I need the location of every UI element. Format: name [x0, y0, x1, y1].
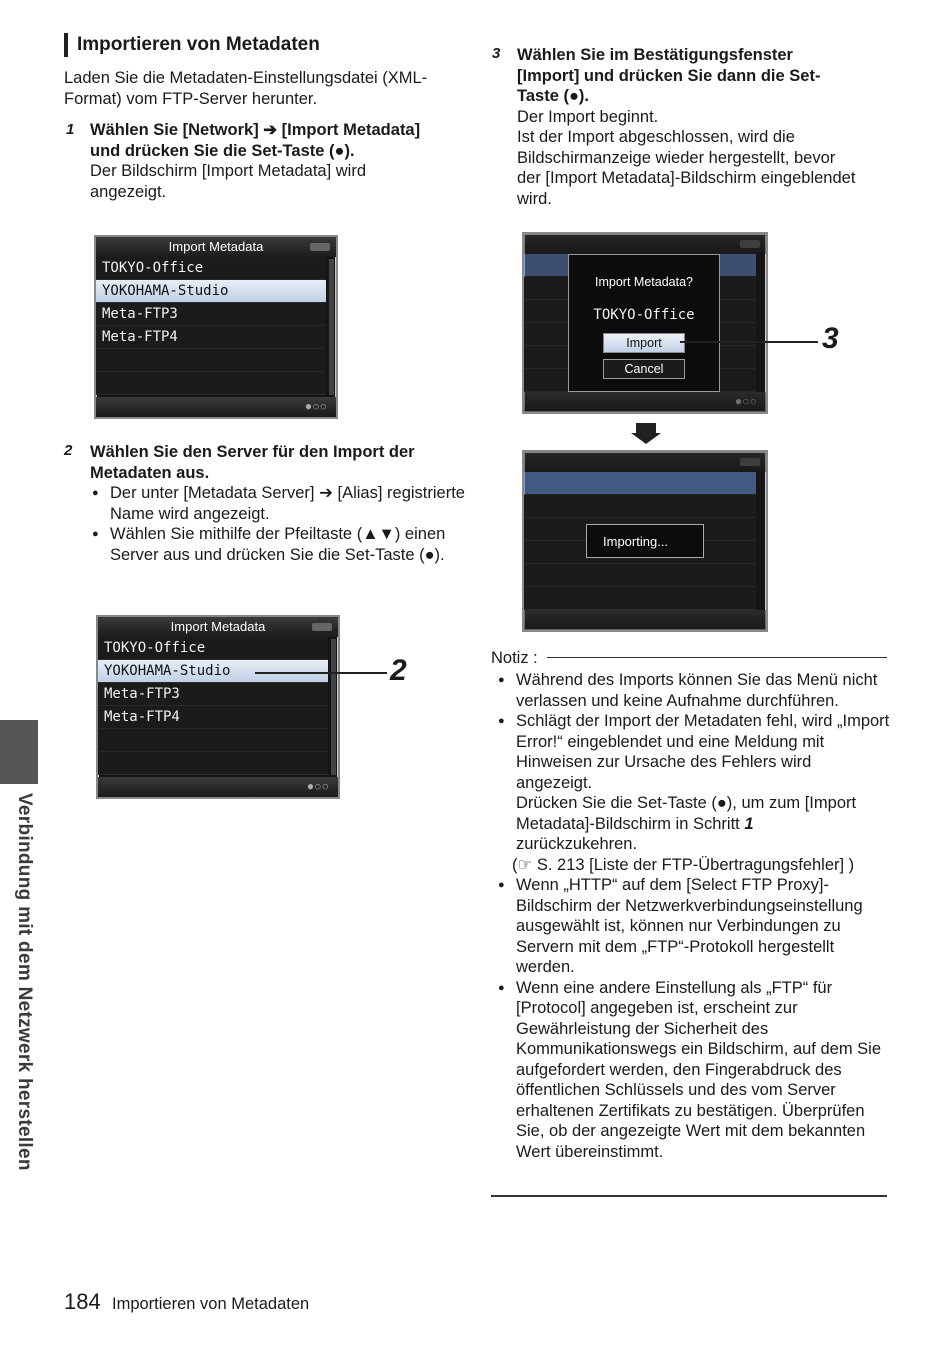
note-item-2-extra: [516, 793, 890, 834]
bullet-item: ● Der unter [Metadata Server] ➔ [Alias] registrierte Name wird angezeigt.: [90, 483, 470, 524]
importing-screen: [522, 450, 768, 632]
note-item-2-text: ● Schlägt der Import der Metadaten fehl, wird „Import Error!“ eingeblendet und eine Meldung mit Hinweisen zur Ursache des Fehlers wird angezeigt.: [516, 712, 890, 792]
step-3-desc-5: wird.: [517, 189, 552, 208]
step-3-number: 3: [492, 45, 501, 62]
note-item: ● Wenn „HTTP“ auf dem [Select FTP Proxy]-Bildschirm der Netzwerkverbindungseinstellung ausgewählt ist, können nur Verbindungen zu Servern mit dem „FTP“-Protokoll hergestellt werden.: [496, 875, 890, 978]
note-item-2-ref[interactable]: (☞ S. 213 [Liste der FTP-Übertragungsfehler] ): [512, 855, 855, 874]
step-2: [90, 442, 470, 565]
step-3-desc-3: Bildschirmanzeige wieder hergestellt, bevor: [517, 148, 836, 167]
empty-row: [96, 349, 326, 372]
screen-footer: [96, 397, 336, 417]
note-item-2-extra-1: Drücken Sie die Set-Taste (●), um zum [Import Metadata]-Bildschirm in Schritt: [516, 794, 857, 833]
cancel-button[interactable]: Cancel: [603, 359, 685, 379]
server-list-item-selected[interactable]: YOKOHAMA-Studio: [96, 280, 326, 303]
page-number: 184: [64, 1289, 101, 1314]
server-list-item[interactable]: TOKYO-Office: [96, 257, 326, 280]
page-dots-icon: ●○○: [735, 397, 758, 407]
step-1-line-2: und drücken Sie die Set-Taste (●).: [90, 141, 355, 160]
step-2-line-1: Wählen Sie den Server für den Import der: [90, 443, 415, 461]
step-2-bullets: [90, 483, 470, 565]
import-metadata-screen-1: [94, 235, 338, 419]
page-dots-icon: ●○○: [307, 782, 330, 792]
screen-1-title: Import Metadata: [96, 237, 336, 257]
step-3-desc-4: der [Import Metadata]-Bildschirm eingeblendet: [517, 169, 856, 187]
server-list-item[interactable]: Meta-FTP4: [98, 706, 328, 729]
import-metadata-screen-2: [96, 615, 340, 799]
step-2-number: 2: [64, 442, 73, 459]
step-3-line-3: Taste (●).: [517, 87, 590, 105]
server-list-item-selected[interactable]: YOKOHAMA-Studio: [98, 660, 328, 683]
import-button[interactable]: Import: [603, 333, 685, 353]
server-list-item[interactable]: TOKYO-Office: [98, 637, 328, 660]
note-body: [496, 670, 890, 1162]
confirm-screen: [522, 232, 768, 414]
note-item: [496, 711, 890, 875]
server-list-item[interactable]: Meta-FTP3: [96, 303, 326, 326]
side-chapter-label: Verbindung mit dem Netzwerk herstellen: [14, 793, 35, 1171]
step-3: [517, 45, 897, 209]
importing-status: Importing...: [586, 524, 704, 558]
screen-4-title-dimmed: [524, 452, 766, 472]
step-1: [90, 120, 470, 202]
note-item-2-step-ref: 1: [744, 814, 754, 833]
note-top-rule: [547, 657, 887, 658]
callout-2: 2: [390, 654, 407, 687]
screen-footer: [524, 392, 766, 412]
dialog-title: Import Metadata?: [595, 275, 693, 289]
callout-3: 3: [822, 322, 839, 355]
server-list-item[interactable]: Meta-FTP3: [98, 683, 328, 706]
step-1-desc-1: Der Bildschirm [Import Metadata] wird: [90, 162, 366, 180]
step-3-line-1: Wählen Sie im Bestätigungsfenster: [517, 46, 793, 64]
dimmed-row: [524, 587, 756, 610]
step-1-desc-2: angezeigt.: [90, 182, 167, 201]
note-item-2-extra-2: zurückzukehren.: [516, 835, 638, 853]
down-arrow-icon: [636, 423, 656, 433]
server-list-item[interactable]: Meta-FTP4: [96, 326, 326, 349]
page-dots-icon: ●○○: [305, 402, 328, 412]
section-title: Importieren von Metadaten: [64, 33, 320, 57]
step-1-number: 1: [66, 121, 75, 138]
note-list: [496, 670, 890, 1162]
note-bottom-rule: [491, 1195, 887, 1197]
dimmed-row: [524, 564, 756, 587]
side-tab-marker: [0, 720, 38, 784]
screen-2-title: Import Metadata: [98, 617, 338, 637]
confirm-dialog: [568, 254, 720, 392]
empty-row: [98, 729, 328, 752]
intro-text: Laden Sie die Metadaten-Einstellungsdatei (XML-Format) vom FTP-Server herunter.: [64, 69, 428, 108]
screen-footer: [524, 610, 766, 630]
empty-row: [98, 752, 328, 775]
note-label: Notiz :: [491, 649, 538, 667]
note-item: ● Während des Imports können Sie das Menü nicht verlassen und keine Aufnahme durchführen.: [496, 670, 890, 711]
note-item: ● Wenn eine andere Einstellung als „FTP“ für [Protocol] angegeben ist, erscheint zur Gewährleistung der Sicherheit des Kommunikationswegs ein Bildschirm, auf dem Sie aufgefordert werden, den Fingerabdruck des öffentlichen Schlüssels und des vom Server erhaltenen Zertifikats zu bestätigen. Überprüfen Sie, ob der angezeigte Wert mit dem bekannten Wert übereinstimmt.: [496, 978, 890, 1163]
dimmed-row: [524, 495, 756, 518]
step-3-desc-1: Der Import beginnt.: [517, 107, 659, 126]
scrollbar: [331, 639, 336, 775]
step-3-line-2: [Import] und drücken Sie dann die Set-: [517, 66, 821, 85]
scrollbar: [329, 259, 334, 395]
screen-3-title-dimmed: [524, 234, 766, 254]
bullet-item: ● Wählen Sie mithilfe der Pfeiltaste (▲▼) einen Server aus und drücken Sie die Set-Taste (●).: [90, 524, 470, 565]
step-2-line-2: Metadaten aus.: [90, 463, 210, 482]
screen-footer: [98, 777, 338, 797]
dimmed-row-selected: [524, 472, 756, 495]
empty-row: [96, 372, 326, 395]
dialog-server-name: TOKYO-Office: [593, 307, 695, 323]
callout-line: [680, 341, 818, 343]
step-1-line-1: Wählen Sie [Network] ➔ [Import Metadata]: [90, 121, 421, 139]
down-arrow-head-icon: [631, 433, 661, 444]
callout-line: [255, 672, 387, 674]
footer-title: Importieren von Metadaten: [112, 1295, 310, 1313]
step-3-desc-2: Ist der Import abgeschlossen, wird die: [517, 128, 795, 146]
